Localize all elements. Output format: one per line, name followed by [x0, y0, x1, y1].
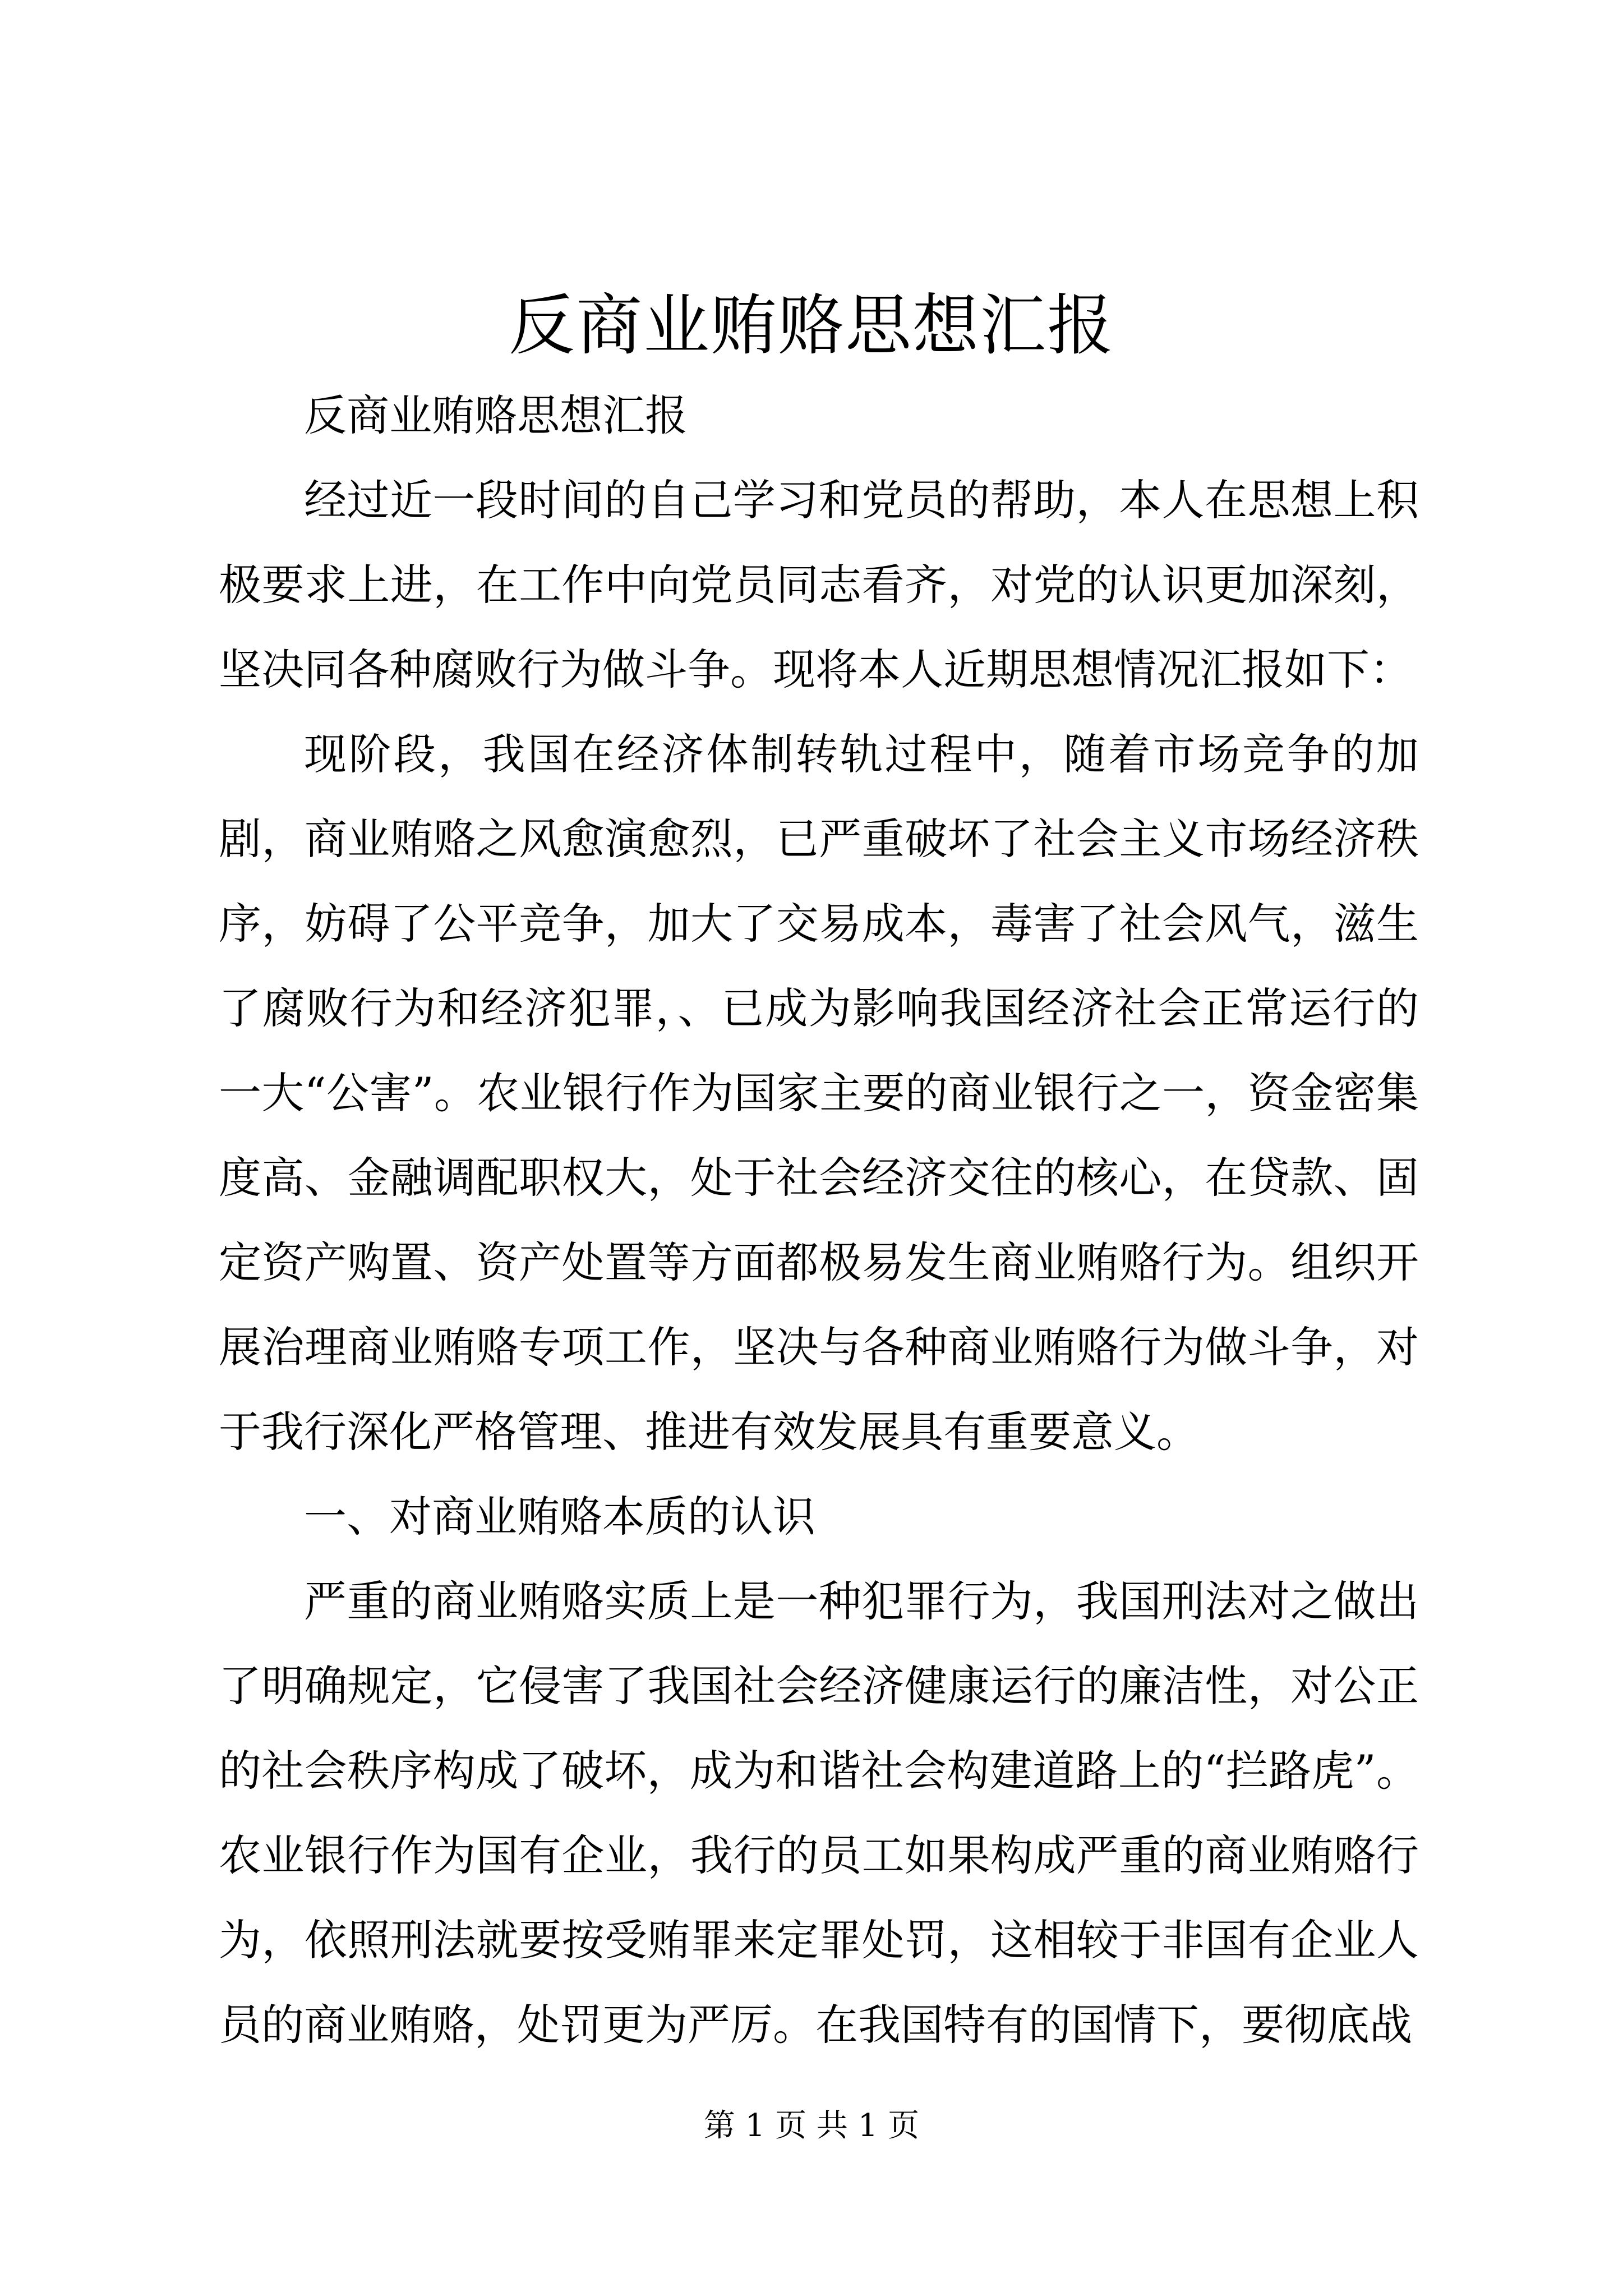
section-heading: 一、对商业贿赂本质的认识 [304, 1492, 815, 1542]
paragraph-subtitle: 反商业贿赂思想汇报 [304, 390, 688, 440]
page-footer: 第 1 页 共 1 页 [703, 2108, 920, 2144]
paragraph-essence: 严重的商业贿赂实质上是一种犯罪行为，我国刑法对之做出了明确规定，它侵害了我国社会经济健康运行的廉洁性，对公正的社会秩序构成了破坏，成为和谐社会构建道路上的“拦路虎”。农业银行作为国有企业，我行的员工如果构成严重的商业贿赂行为，依照刑法就要按受贿罪来定罪处罚，这相较于非国有企业人员的商业贿赂，处罚更为严厉。在我国特有的国情下，要彻底战 [219, 1576, 1419, 2050]
paragraph-background: 现阶段，我国在经济体制转轨过程中，随着市场竞争的加剧，商业贿赂之风愈演愈烈，已严重破坏了社会主义市场经济秩序，妨碍了公平竞争，加大了交易成本，毒害了社会风气，滋生了腐败行为和经济犯罪，、已成为影响我国经济社会正常运行的一大“公害”。农业银行作为国家主要的商业银行之一，资金密集度高、金融调配职权大，处于社会经济交往的核心，在贷款、固定资产购置、资产处置等方面都极易发生商业贿赂行为。组织开展治理商业贿赂专项工作，坚决与各种商业贿赂行为做斗争，对于我行深化严格管理、推进有效发展具有重要意义。 [219, 729, 1419, 1457]
document-body [219, 373, 1419, 2067]
document-title: 反商业贿赂思想汇报 [508, 287, 1114, 364]
paragraph-intro: 经过近一段时间的自己学习和党员的帮助，本人在思想上积极要求上进，在工作中向党员同志看齐，对党的认识更加深刻，坚决同各种腐败行为做斗争。现将本人近期思想情况汇报如下： [219, 475, 1419, 694]
